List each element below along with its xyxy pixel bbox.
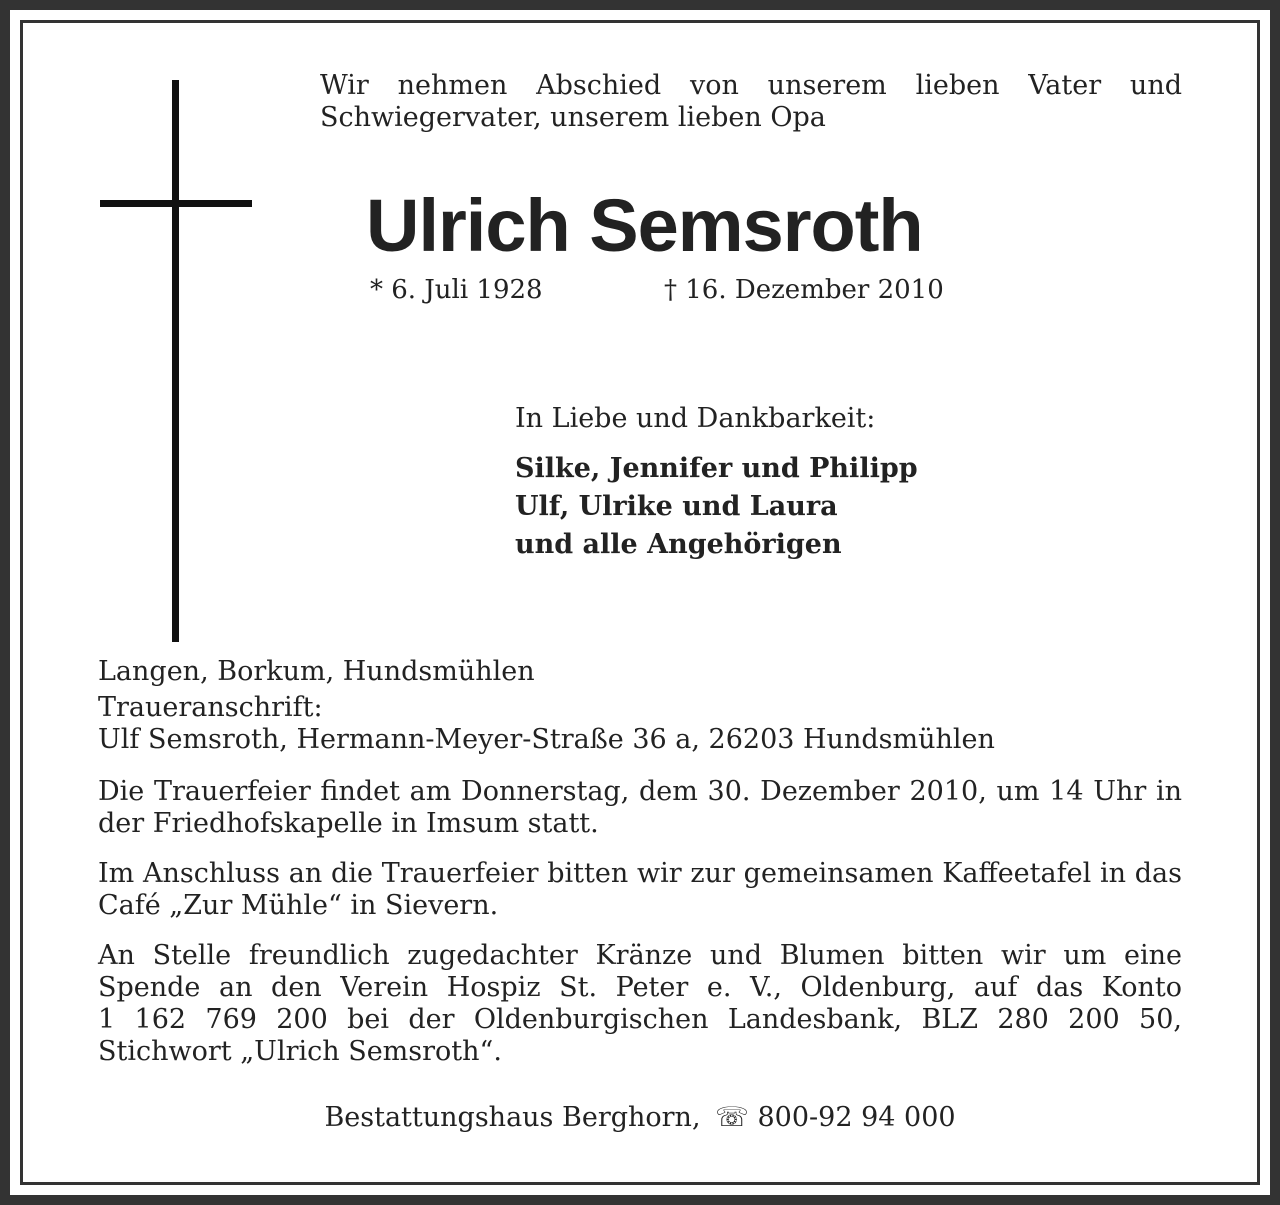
birth-date: * 6. Juli 1928 [370,275,543,305]
undertaker-footer [0,1102,1280,1134]
death-date: † 16. Dezember 2010 [664,275,944,305]
deceased-name: Ulrich Semsroth [366,184,923,267]
address-label: Traueranschrift: [98,692,323,723]
donation-line: 1 162 769 200 bei der Oldenburgischen Landesbank, BLZ 280 200 50, [98,1004,1182,1035]
coffee-paragraph: Im Anschluss an die Trauerfeier bitten wir zur gemeinsamen Kaffeetafel in das Café „Zur Mühle“ in Sievern. [98,858,1182,921]
cross-icon [172,80,179,642]
cross-icon-bar [100,200,252,207]
donation-line: Spende an den Verein Hospiz St. Peter e. V., Oldenburg, auf das Konto [98,972,1182,1003]
mourning-address: Ulf Semsroth, Hermann-Meyer-Straße 36 a, 26203 Hundsmühlen [98,724,995,755]
mourner-line: und alle Angehörigen [515,529,842,560]
mourners-list [515,450,918,564]
phone-number: 800-92 94 000 [757,1102,956,1133]
donation-line: Stichwort „Ulrich Semsroth“. [98,1036,502,1067]
intro-line-1: Wir nehmen Abschied von unserem lieben Vater und [320,70,1182,101]
donation-paragraph [98,940,1182,1068]
phone-icon: ☏ [715,1102,749,1133]
mourner-line: Silke, Jennifer und Philipp [515,453,918,484]
intro-text [320,70,1182,134]
mourners-heading: In Liebe und Dankbarkeit: [515,403,876,434]
undertaker-name: Bestattungshaus Berghorn, [324,1102,701,1133]
donation-line: An Stelle freundlich zugedachter Kränze und Blumen bitten wir um eine [98,940,1182,971]
intro-line-2: Schwiegervater, unserem lieben Opa [320,102,826,133]
places: Langen, Borkum, Hundsmühlen [98,656,535,687]
funeral-paragraph: Die Trauerfeier findet am Donnerstag, dem 30. Dezember 2010, um 14 Uhr in der Friedhofskapelle in Imsum statt. [98,776,1182,839]
mourner-line: Ulf, Ulrike und Laura [515,491,838,522]
